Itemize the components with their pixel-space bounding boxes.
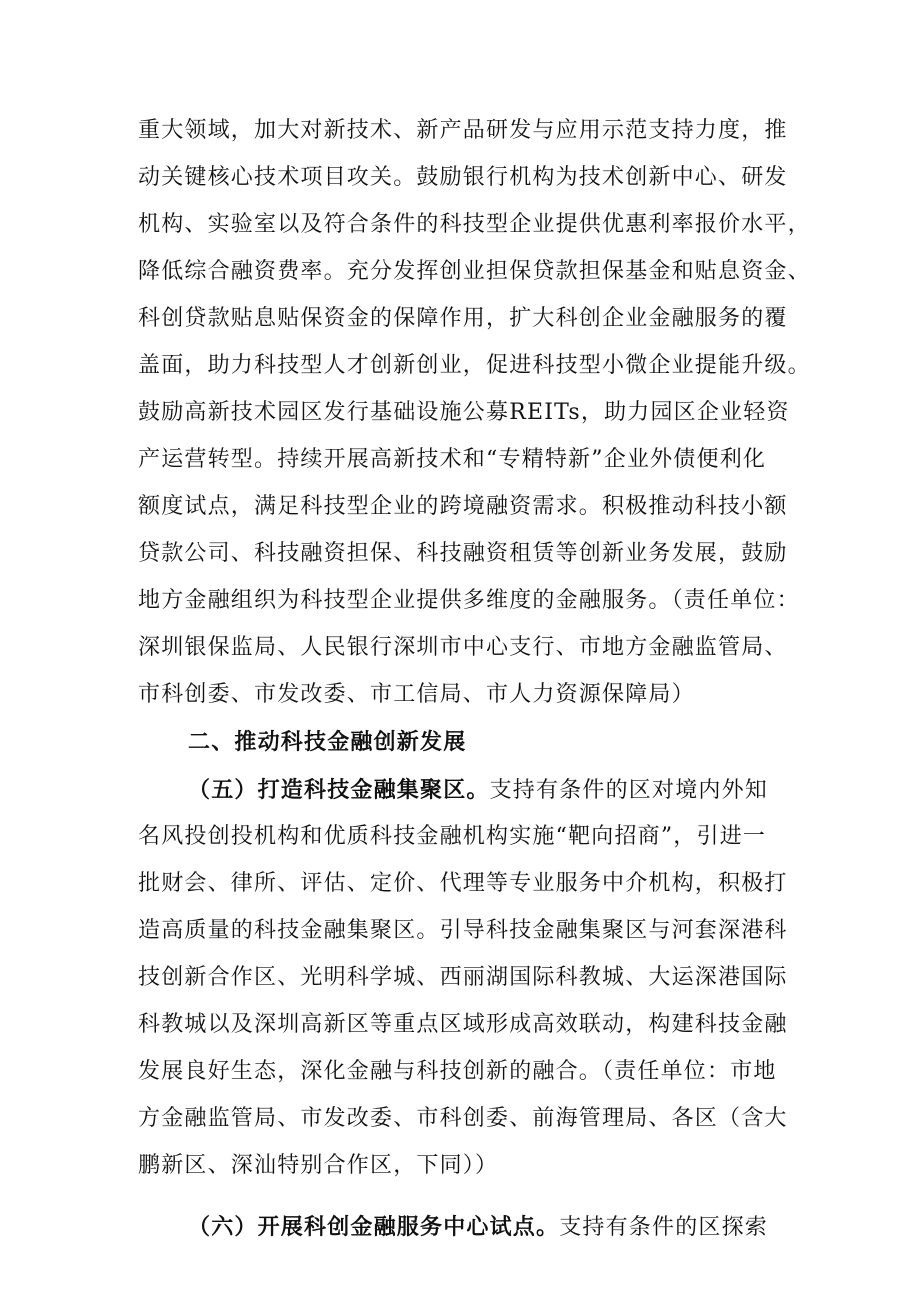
section-heading: 二、推动科技金融创新发展 — [188, 730, 467, 755]
paragraph-line: 降低综合融资费率。充分发挥创业担保贷款担保基金和贴息资金、 — [138, 259, 811, 284]
paragraph-line: 科创贷款贴息贴保资金的保障作用，扩大科创企业金融服务的覆 — [138, 306, 788, 331]
paragraph-line: 发展良好生态，深化金融与科技创新的融合。（责任单位：市地 — [138, 1059, 777, 1084]
paragraph-line: 技创新合作区、光明科学城、西丽湖国际科教城、大运深港国际 — [138, 965, 788, 990]
paragraph-line: 造高质量的科技金融集聚区。引导科技金融集聚区与河套深港科 — [138, 918, 788, 943]
paragraph-line: 深圳银保监局、人民银行深圳市中心支行、市地方金融监管局、 — [138, 635, 788, 660]
paragraph-line: 批财会、律所、评估、定价、代理等专业服务中介机构，积极打 — [138, 871, 788, 896]
item6-first-line-rest: 支持有条件的区探索 — [559, 1215, 769, 1240]
paragraph-line: 鹏新区、深汕特别合作区，下同）） — [138, 1153, 499, 1178]
item5-first-line — [188, 773, 768, 807]
item5-title: （五）打造科技金融集聚区。 — [188, 777, 490, 803]
paragraph-line: 地方金融组织为科技型企业提供多维度的金融服务。（责任单位： — [138, 588, 800, 613]
paragraph-line: 名风投创投机构和优质科技金融机构实施“靶向招商”，引进一 — [138, 824, 767, 849]
paragraph-line: 科教城以及深圳高新区等重点区域形成高效联动，构建科技金融 — [138, 1012, 788, 1037]
paragraph-line: 市科创委、市发改委、市工信局、市人力资源保障局） — [138, 682, 695, 707]
paragraph-line: 机构、实验室以及符合条件的科技型企业提供优惠利率报价水平， — [138, 212, 811, 237]
item6-title: （六）开展科创金融服务中心试点。 — [188, 1214, 560, 1240]
paragraph-line: 盖面，助力科技型人才创新创业，促进科技型小微企业提能升级。 — [138, 353, 811, 378]
paragraph-line: 鼓励高新技术园区发行基础设施公募REITs，助力园区企业轻资 — [138, 400, 790, 425]
paragraph-line: 重大领域，加大对新技术、新产品研发与应用示范支持力度，推 — [138, 118, 788, 143]
paragraph-line: 额度试点，满足科技型企业的跨境融资需求。积极推动科技小额 — [138, 494, 788, 519]
paragraph-line: 产运营转型。持续开展高新技术和“专精特新”企业外债便利化 — [138, 447, 767, 472]
paragraph-line: 动关键核心技术项目攻关。鼓励银行机构为技术创新中心、研发 — [138, 165, 788, 190]
item6-first-line — [188, 1210, 768, 1244]
paragraph-line: 贷款公司、科技融资担保、科技融资租赁等创新业务发展，鼓励 — [138, 541, 788, 566]
item5-first-line-rest: 支持有条件的区对境内外知 — [489, 778, 769, 803]
paragraph-line: 方金融监管局、市发改委、市科创委、前海管理局、各区（含大 — [138, 1106, 788, 1131]
